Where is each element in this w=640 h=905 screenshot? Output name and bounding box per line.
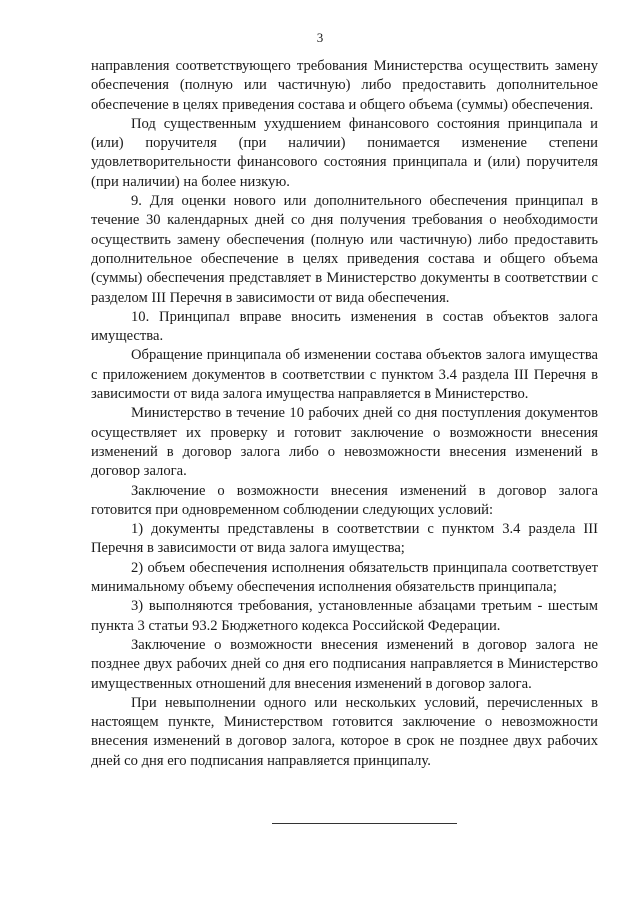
list-item: 3) выполняются требования, установленные абзацами третьим - шестым пункта 3 статьи 93.2 Бюджетного кодекса Российской Федерации. <box>91 598 598 634</box>
paragraph: направления соответствующего требования Министерства осуществить замену обеспечения (полную или частичную) либо предоставить дополнительное обеспечение в целях приведения состава и общего объема (суммы) обеспечения. <box>91 58 598 113</box>
closing-separator-line <box>272 823 457 824</box>
paragraph: Министерство в течение 10 рабочих дней со дня поступления документов осуществляет их проверку и готовит заключение о возможности внесения изменений в договор залога либо о невозможности внесения изменений в договор залога. <box>91 405 598 480</box>
paragraph: 9. Для оценки нового или дополнительного обеспечения принципал в течение 30 календарных дней со дня получения требования о необходимости осуществить замену обеспечения (полную или частичную) либо предоставить дополнительное обеспечение в целях приведения состава и общего объема (суммы) обеспечения представляет в Министерство документы в соответствии с разделом III Перечня в зависимости от вида обеспечения. <box>91 193 598 306</box>
document-body <box>91 57 598 771</box>
paragraph: Заключение о возможности внесения изменений в договор залога готовится при одновременном соблюдении следующих условий: <box>91 482 598 518</box>
paragraph: Под существенным ухудшением финансового состояния принципала и (или) поручителя (при наличии) понимается изменение степени удовлетворительности финансового состояния принципала и (или) поручителя (при наличии) на более низкую. <box>91 115 598 190</box>
paragraph: 10. Принципал вправе вносить изменения в состав объектов залога имущества. <box>91 308 598 345</box>
list-item: 2) объем обеспечения исполнения обязательств принципала соответствует минимальному объему обеспечения исполнения обязательств принципала; <box>91 559 598 596</box>
page-number: 3 <box>316 30 324 45</box>
paragraph: При невыполнении одного или нескольких условий, перечисленных в настоящем пункте, Министерством готовится заключение о невозможности внесения изменений в договор залога, которое в срок не позднее двух рабочих дней со дня его подписания направляется принципалу. <box>91 694 598 769</box>
paragraph: Заключение о возможности внесения изменений в договор залога не позднее двух рабочих дней со дня его подписания направляется в Министерство имущественных отношений для внесения изменений в договор залога. <box>91 636 598 692</box>
list-item: 1) документы представлены в соответствии с пунктом 3.4 раздела III Перечня в зависимости от вида залога имущества; <box>91 521 598 557</box>
paragraph: Обращение принципала об изменении состава объектов залога имущества с приложением документов в соответствии с пунктом 3.4 раздела III Перечня в зависимости от вида залога имущества направляется в Министерство. <box>91 347 598 403</box>
